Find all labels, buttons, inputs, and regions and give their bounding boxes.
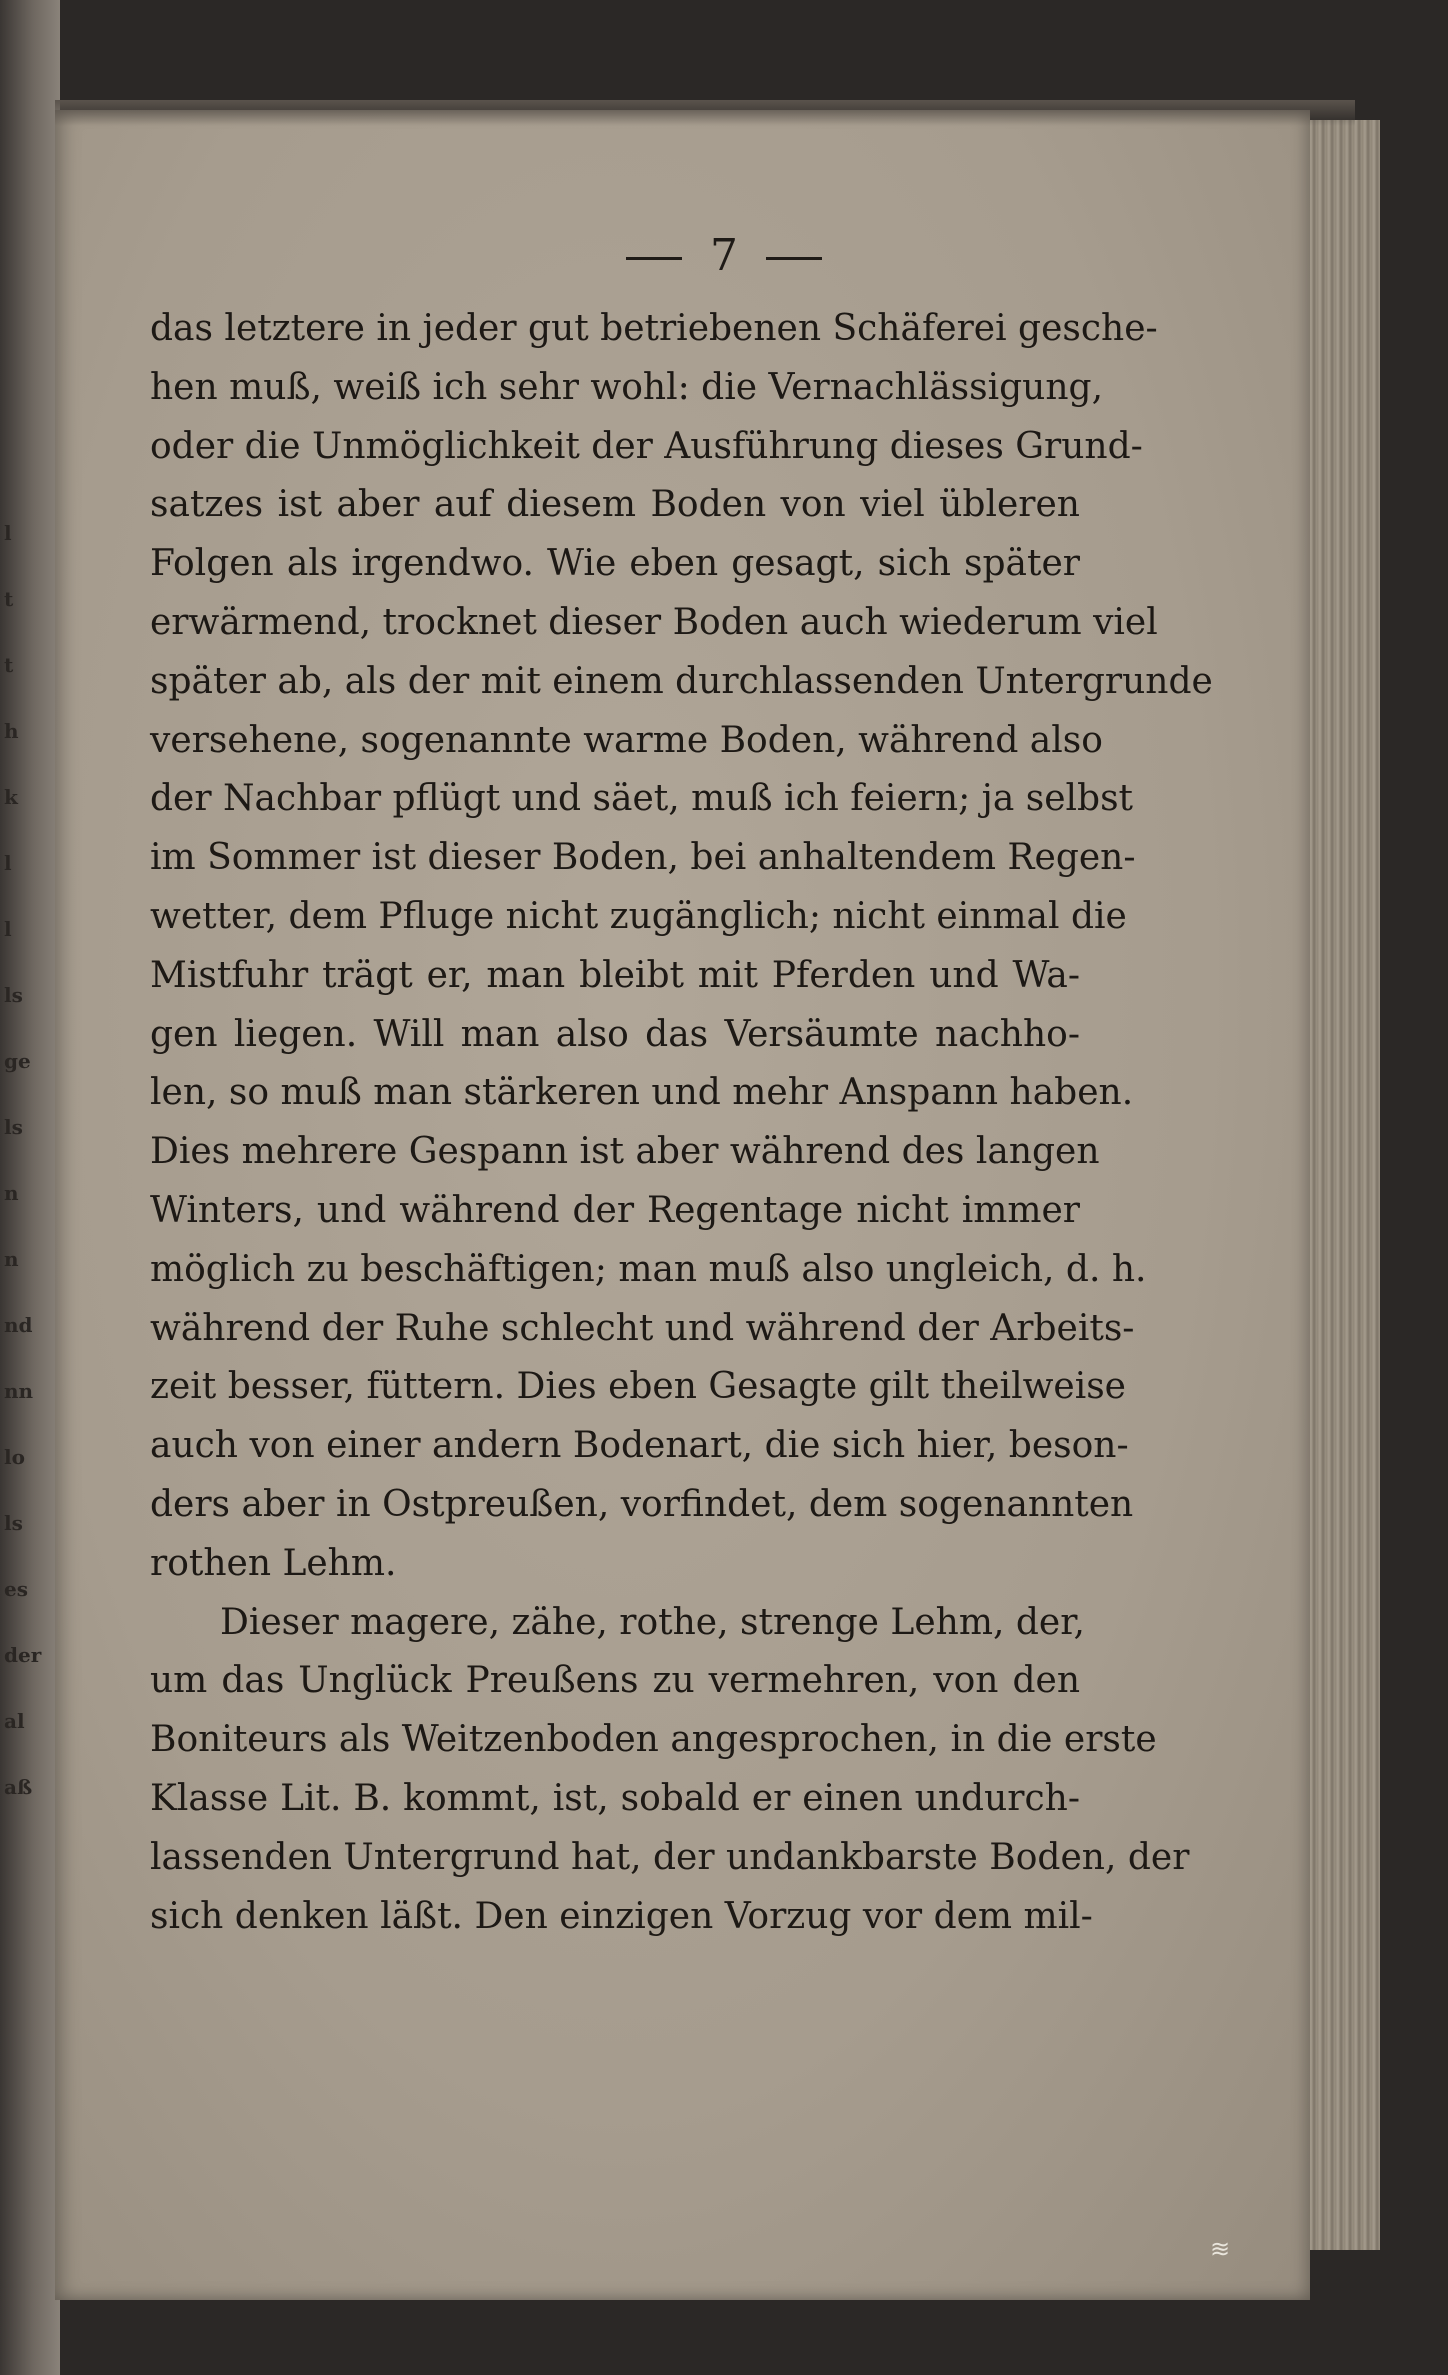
left-page-fragment: l (4, 851, 12, 875)
text-line: sich denken läßt. Den einzigen Vorzug vor dem mil- (150, 1895, 1093, 1937)
page-body-text (150, 300, 1213, 1946)
text-line: im Sommer ist dieser Boden, bei anhaltendem Regen- (150, 837, 1136, 879)
text-line: Winters, und während der Regentage nicht immer (150, 1189, 1080, 1231)
left-page-fragment: ls (4, 983, 23, 1007)
text-line: Klasse Lit. B. kommt, ist, sobald er einen undurch- (150, 1777, 1080, 1819)
left-page-fragment: es (4, 1577, 28, 1601)
paragraph-1 (150, 300, 1213, 1594)
left-page-edge (0, 0, 60, 2375)
left-page-fragment: h (4, 719, 19, 743)
text-line: Mistfuhr trägt er, man bleibt mit Pferden und Wa- (150, 954, 1080, 996)
left-page-fragment: ls (4, 1115, 23, 1139)
page-corner-mark: ≋ (1210, 2235, 1231, 2263)
header-dash-left (626, 257, 682, 260)
text-line: Folgen als irgendwo. Wie eben gesagt, sich später (150, 543, 1080, 585)
text-line: satzes ist aber auf diesem Boden von viel übleren (150, 484, 1080, 526)
left-page-fragment: k (4, 785, 18, 809)
text-line: später ab, als der mit einem durchlassenden Untergrunde (150, 660, 1213, 702)
text-line: lassenden Untergrund hat, der undankbarste Boden, der (150, 1836, 1190, 1878)
left-page-fragment: al (4, 1709, 25, 1733)
text-line: erwärmend, trocknet dieser Boden auch wiederum viel (150, 601, 1158, 643)
left-page-fragment: der (4, 1643, 42, 1667)
left-page-fragment: ge (4, 1049, 31, 1073)
text-line: ders aber in Ostpreußen, vorfindet, dem sogenannten (150, 1483, 1134, 1525)
left-page-fragment: n (4, 1247, 19, 1271)
text-line: Boniteurs als Weitzenboden angesprochen, in die erste (150, 1719, 1157, 1761)
text-line: das letztere in jeder gut betriebenen Schäferei gesche- (150, 308, 1158, 349)
left-page-fragment: nd (4, 1313, 33, 1337)
text-line: rothen Lehm. (150, 1542, 397, 1584)
left-page-fragments (4, 500, 44, 1820)
text-line: auch von einer andern Bodenart, die sich hier, beson- (150, 1425, 1129, 1467)
text-line: wetter, dem Pfluge nicht zugänglich; nicht einmal die (150, 895, 1127, 937)
text-line: zeit besser, füttern. Dies eben Gesagte gilt theilweise (150, 1366, 1126, 1408)
header-dash-right (766, 257, 822, 260)
left-page-fragment: ls (4, 1511, 23, 1535)
text-line: gen liegen. Will man also das Versäumte nachho- (150, 1013, 1080, 1055)
left-page-fragment: aß (4, 1775, 33, 1799)
text-line: len, so muß man stärkeren und mehr Anspann haben. (150, 1072, 1134, 1114)
left-page-fragment: nn (4, 1379, 34, 1403)
text-line: versehene, sogenannte warme Boden, während also (150, 719, 1103, 761)
text-line: möglich zu beschäftigen; man muß also ungleich, d. h. (150, 1248, 1147, 1290)
left-page-fragment: t (4, 653, 14, 677)
text-line: oder die Unmöglichkeit der Ausführung dieses Grund- (150, 425, 1143, 467)
left-page-fragment: lo (4, 1445, 25, 1469)
text-line: hen muß, weiß ich sehr wohl: die Vernachlässigung, (150, 366, 1104, 408)
text-line: der Nachbar pflügt und säet, muß ich feiern; ja selbst (150, 778, 1134, 820)
left-page-fragment: l (4, 917, 12, 941)
text-line: Dieser magere, zähe, rothe, strenge Lehm, der, (220, 1601, 1085, 1643)
page-top-shadow (55, 100, 1355, 126)
text-line: während der Ruhe schlecht und während der Arbeits- (150, 1307, 1135, 1349)
text-line: Dies mehrere Gespann ist aber während des langen (150, 1131, 1100, 1173)
left-page-fragment: l (4, 521, 12, 545)
page-header (0, 230, 1448, 281)
text-line: um das Unglück Preußens zu vermehren, von den (150, 1660, 1080, 1702)
left-page-fragment: t (4, 587, 14, 611)
page-number: 7 (710, 230, 738, 281)
left-page-fragment: n (4, 1181, 19, 1205)
paragraph-2 (150, 1594, 1190, 1947)
